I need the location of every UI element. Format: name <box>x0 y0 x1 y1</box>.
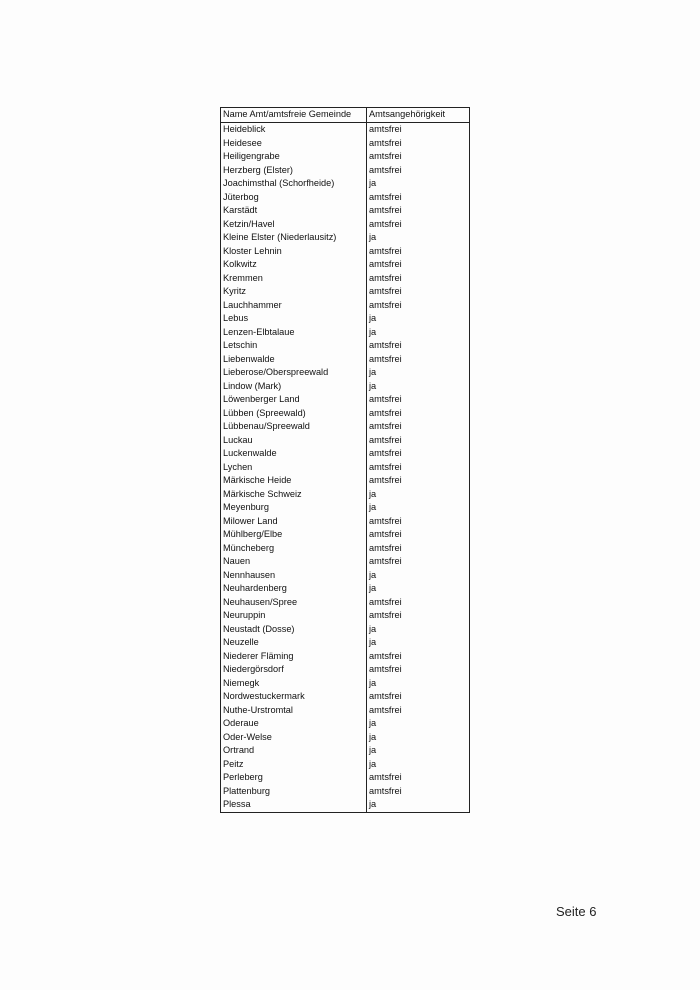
cell-municipality-name: Neustadt (Dosse) <box>221 623 367 637</box>
cell-membership: ja <box>367 501 470 515</box>
cell-municipality-name: Neuzelle <box>221 636 367 650</box>
cell-membership: amtsfrei <box>367 528 470 542</box>
table-row <box>221 555 470 569</box>
cell-municipality-name: Lychen <box>221 461 367 475</box>
cell-membership: ja <box>367 758 470 772</box>
cell-municipality-name: Nauen <box>221 555 367 569</box>
cell-membership: amtsfrei <box>367 150 470 164</box>
table-row <box>221 285 470 299</box>
table-row <box>221 258 470 272</box>
table-row <box>221 312 470 326</box>
table-row <box>221 596 470 610</box>
cell-membership: amtsfrei <box>367 191 470 205</box>
cell-municipality-name: Milower Land <box>221 515 367 529</box>
cell-membership: amtsfrei <box>367 474 470 488</box>
cell-municipality-name: Heiligengrabe <box>221 150 367 164</box>
table-header-row <box>221 108 470 123</box>
cell-municipality-name: Lindow (Mark) <box>221 380 367 394</box>
cell-municipality-name: Kleine Elster (Niederlausitz) <box>221 231 367 245</box>
cell-membership: amtsfrei <box>367 771 470 785</box>
cell-membership: amtsfrei <box>367 650 470 664</box>
table-row <box>221 704 470 718</box>
table-row <box>221 771 470 785</box>
table-row <box>221 231 470 245</box>
table-body <box>221 123 470 813</box>
cell-membership: amtsfrei <box>367 596 470 610</box>
cell-membership: amtsfrei <box>367 245 470 259</box>
table-row <box>221 744 470 758</box>
cell-membership: ja <box>367 231 470 245</box>
cell-membership: amtsfrei <box>367 164 470 178</box>
table-row <box>221 150 470 164</box>
cell-membership: ja <box>367 623 470 637</box>
cell-membership: amtsfrei <box>367 353 470 367</box>
cell-membership: amtsfrei <box>367 204 470 218</box>
table-row <box>221 515 470 529</box>
cell-municipality-name: Heideblick <box>221 123 367 137</box>
cell-membership: ja <box>367 717 470 731</box>
cell-membership: amtsfrei <box>367 218 470 232</box>
cell-municipality-name: Löwenberger Land <box>221 393 367 407</box>
table-row <box>221 299 470 313</box>
table-row <box>221 582 470 596</box>
cell-membership: amtsfrei <box>367 447 470 461</box>
table-row <box>221 488 470 502</box>
table-row <box>221 609 470 623</box>
cell-membership: ja <box>367 744 470 758</box>
table-row <box>221 339 470 353</box>
cell-municipality-name: Plattenburg <box>221 785 367 799</box>
cell-municipality-name: Märkische Heide <box>221 474 367 488</box>
cell-membership: amtsfrei <box>367 299 470 313</box>
cell-membership: amtsfrei <box>367 609 470 623</box>
cell-municipality-name: Lebus <box>221 312 367 326</box>
cell-membership: amtsfrei <box>367 542 470 556</box>
cell-membership: ja <box>367 177 470 191</box>
cell-membership: ja <box>367 569 470 583</box>
cell-membership: amtsfrei <box>367 461 470 475</box>
cell-municipality-name: Lenzen-Elbtalaue <box>221 326 367 340</box>
cell-municipality-name: Mühlberg/Elbe <box>221 528 367 542</box>
cell-membership: ja <box>367 798 470 812</box>
table-row <box>221 380 470 394</box>
cell-municipality-name: Kyritz <box>221 285 367 299</box>
cell-municipality-name: Niederer Fläming <box>221 650 367 664</box>
table-row <box>221 528 470 542</box>
cell-municipality-name: Niedergörsdorf <box>221 663 367 677</box>
cell-membership: amtsfrei <box>367 137 470 151</box>
table-row <box>221 123 470 137</box>
column-header-name: Name Amt/amtsfreie Gemeinde <box>221 108 367 123</box>
cell-membership: ja <box>367 366 470 380</box>
cell-municipality-name: Neuruppin <box>221 609 367 623</box>
table-row <box>221 650 470 664</box>
cell-municipality-name: Letschin <box>221 339 367 353</box>
table-row <box>221 798 470 812</box>
cell-municipality-name: Ketzin/Havel <box>221 218 367 232</box>
cell-membership: ja <box>367 636 470 650</box>
cell-municipality-name: Müncheberg <box>221 542 367 556</box>
cell-municipality-name: Lieberose/Oberspreewald <box>221 366 367 380</box>
cell-membership: amtsfrei <box>367 663 470 677</box>
cell-municipality-name: Luckau <box>221 434 367 448</box>
cell-municipality-name: Nuthe-Urstromtal <box>221 704 367 718</box>
table-row <box>221 542 470 556</box>
table-row <box>221 164 470 178</box>
cell-municipality-name: Jüterbog <box>221 191 367 205</box>
cell-municipality-name: Lübbenau/Spreewald <box>221 420 367 434</box>
cell-membership: amtsfrei <box>367 515 470 529</box>
cell-municipality-name: Perleberg <box>221 771 367 785</box>
table-row <box>221 717 470 731</box>
cell-membership: ja <box>367 677 470 691</box>
column-header-membership: Amtsangehörigkeit <box>367 108 470 123</box>
cell-municipality-name: Luckenwalde <box>221 447 367 461</box>
cell-municipality-name: Niemegk <box>221 677 367 691</box>
table-row <box>221 204 470 218</box>
table-row <box>221 353 470 367</box>
cell-municipality-name: Karstädt <box>221 204 367 218</box>
table-row <box>221 731 470 745</box>
cell-municipality-name: Nennhausen <box>221 569 367 583</box>
table-row <box>221 326 470 340</box>
cell-membership: amtsfrei <box>367 285 470 299</box>
cell-membership: ja <box>367 380 470 394</box>
cell-municipality-name: Meyenburg <box>221 501 367 515</box>
cell-membership: amtsfrei <box>367 785 470 799</box>
cell-membership: amtsfrei <box>367 272 470 286</box>
cell-municipality-name: Nordwestuckermark <box>221 690 367 704</box>
table-row <box>221 366 470 380</box>
cell-membership: amtsfrei <box>367 123 470 137</box>
table-row <box>221 447 470 461</box>
cell-membership: amtsfrei <box>367 555 470 569</box>
cell-membership: ja <box>367 582 470 596</box>
cell-membership: amtsfrei <box>367 690 470 704</box>
cell-municipality-name: Joachimsthal (Schorfheide) <box>221 177 367 191</box>
table-row <box>221 636 470 650</box>
cell-municipality-name: Kloster Lehnin <box>221 245 367 259</box>
cell-membership: ja <box>367 326 470 340</box>
cell-membership: ja <box>367 488 470 502</box>
page-number: Seite 6 <box>556 904 597 919</box>
table-row <box>221 677 470 691</box>
cell-municipality-name: Herzberg (Elster) <box>221 164 367 178</box>
table-row <box>221 137 470 151</box>
table-row <box>221 218 470 232</box>
table-row <box>221 272 470 286</box>
cell-municipality-name: Heidesee <box>221 137 367 151</box>
table-row <box>221 663 470 677</box>
table-row <box>221 393 470 407</box>
cell-municipality-name: Neuhardenberg <box>221 582 367 596</box>
cell-municipality-name: Liebenwalde <box>221 353 367 367</box>
cell-municipality-name: Neuhausen/Spree <box>221 596 367 610</box>
table-row <box>221 501 470 515</box>
cell-membership: amtsfrei <box>367 339 470 353</box>
cell-membership: ja <box>367 731 470 745</box>
cell-municipality-name: Kremmen <box>221 272 367 286</box>
table-row <box>221 461 470 475</box>
municipality-table <box>220 107 470 813</box>
cell-municipality-name: Kolkwitz <box>221 258 367 272</box>
table-row <box>221 690 470 704</box>
cell-municipality-name: Peitz <box>221 758 367 772</box>
cell-membership: amtsfrei <box>367 393 470 407</box>
cell-municipality-name: Plessa <box>221 798 367 812</box>
cell-municipality-name: Ortrand <box>221 744 367 758</box>
cell-municipality-name: Oder-Welse <box>221 731 367 745</box>
table-row <box>221 177 470 191</box>
cell-municipality-name: Oderaue <box>221 717 367 731</box>
table-row <box>221 420 470 434</box>
cell-membership: amtsfrei <box>367 704 470 718</box>
table-row <box>221 785 470 799</box>
table-row <box>221 758 470 772</box>
cell-membership: amtsfrei <box>367 258 470 272</box>
table-row <box>221 407 470 421</box>
cell-membership: amtsfrei <box>367 434 470 448</box>
table-row <box>221 474 470 488</box>
table-row <box>221 191 470 205</box>
table-row <box>221 245 470 259</box>
cell-municipality-name: Lauchhammer <box>221 299 367 313</box>
cell-membership: ja <box>367 312 470 326</box>
table-row <box>221 623 470 637</box>
table-row <box>221 434 470 448</box>
cell-municipality-name: Lübben (Spreewald) <box>221 407 367 421</box>
cell-membership: amtsfrei <box>367 407 470 421</box>
cell-membership: amtsfrei <box>367 420 470 434</box>
cell-municipality-name: Märkische Schweiz <box>221 488 367 502</box>
table-row <box>221 569 470 583</box>
